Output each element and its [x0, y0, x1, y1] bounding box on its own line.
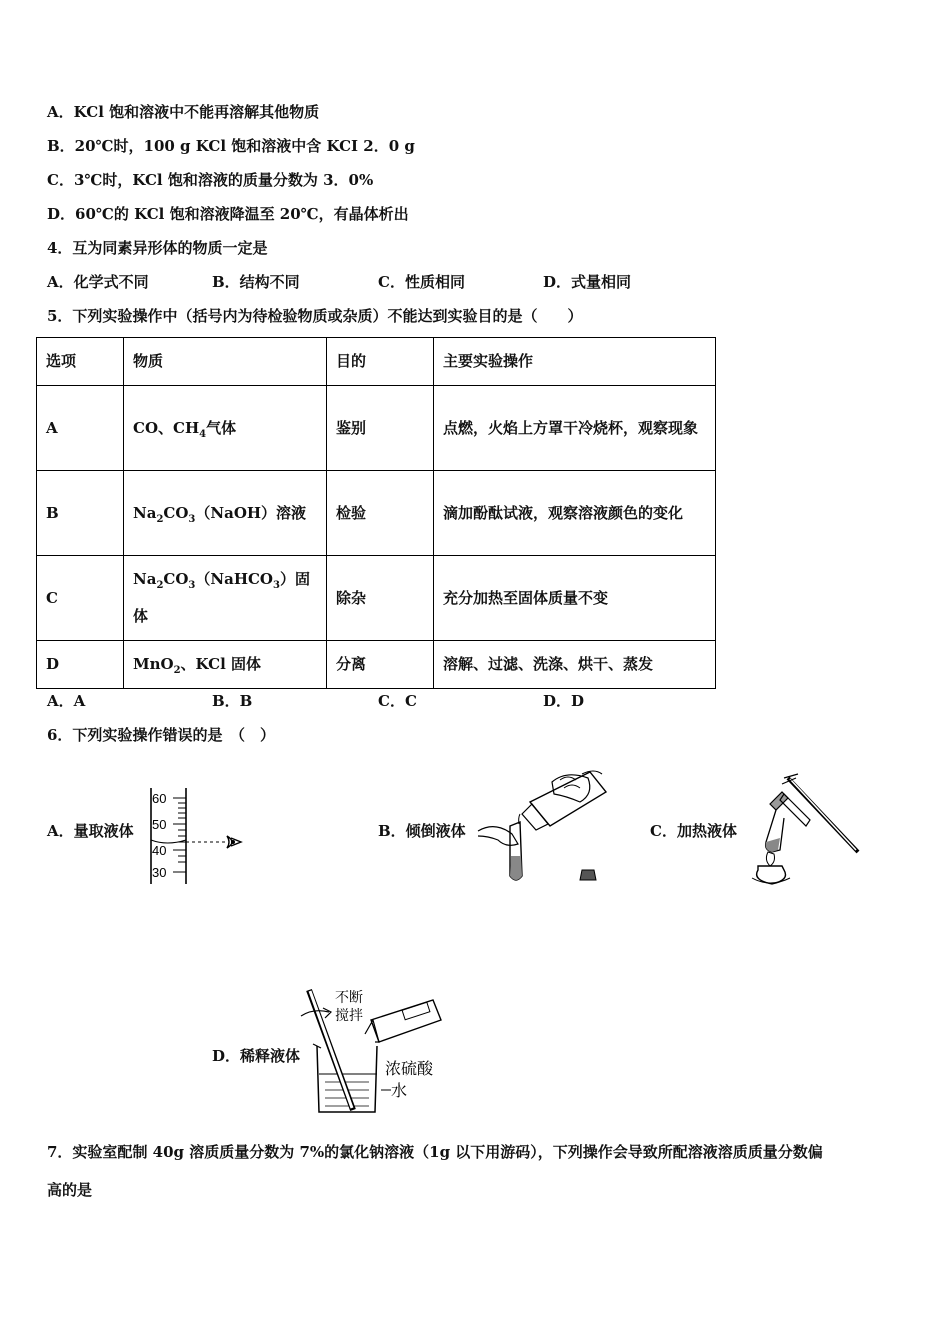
- q6-option-c: C．加热液体: [650, 822, 737, 840]
- cylinder-tick-40: 40: [152, 843, 167, 858]
- header-purpose: 目的: [327, 338, 434, 386]
- cylinder-tick-60: 60: [152, 791, 167, 806]
- dil-label-acid: 浓硫酸: [385, 1059, 434, 1078]
- q7-line1: 7．实验室配制 40g 溶质质量分数为 7%的氯化钠溶液（1g 以下用游码），下列操作会导致所配溶液溶质质量分数偏: [47, 1143, 823, 1161]
- dil-label-water: 水: [391, 1081, 408, 1100]
- q4-option-b: B．结构不同: [212, 273, 300, 291]
- header-option: 选项: [37, 338, 124, 386]
- cylinder-tick-50: 50: [152, 817, 167, 832]
- row-substance: $Na_2CO_3(NaOH)$溶液: [124, 471, 327, 556]
- cylinder-tick-30: 30: [152, 865, 167, 880]
- row-purpose: 检验: [327, 471, 434, 556]
- q7-line2: 高的是: [47, 1181, 93, 1199]
- q4-option-c: C．性质相同: [378, 273, 465, 291]
- row-option: B: [37, 471, 124, 556]
- row-substance: CO、$CH_4$气体: [124, 386, 327, 471]
- row-purpose: 分离: [327, 641, 434, 689]
- row-purpose: 鉴别: [327, 386, 434, 471]
- diluting-acid-figure: [295, 982, 455, 1118]
- table-header-row: [37, 338, 716, 386]
- q3-option-d: D．60℃的 KCl 饱和溶液降温至 20℃，有晶体析出: [47, 205, 409, 223]
- row-option: A: [37, 386, 124, 471]
- header-operation: 主要实验操作: [434, 338, 716, 386]
- row-operation: 点燃，火焰上方罩干冷烧杯，观察现象: [434, 386, 716, 471]
- table-row: [37, 641, 716, 689]
- q3-option-a: A．KCl 饱和溶液中不能再溶解其他物质: [47, 103, 320, 121]
- q5-option-b: B．B: [212, 692, 253, 710]
- graduated-cylinder-figure: [145, 784, 250, 888]
- row-substance: $Na_2CO_3(NaHCO_3)$固体: [124, 556, 327, 641]
- q4-option-d: D．式量相同: [543, 273, 632, 291]
- q5-option-a: A．A: [47, 692, 86, 710]
- q5-option-c: C．C: [378, 692, 417, 710]
- q3-option-c: C．3℃时，KCl 饱和溶液的质量分数为 3．0%: [47, 171, 374, 189]
- q5-option-d: D．D: [543, 692, 585, 710]
- row-operation: 溶解、过滤、洗涤、烘干、蒸发: [434, 641, 716, 689]
- heating-liquid-figure: [740, 770, 865, 888]
- table-row: [37, 386, 716, 471]
- q3-option-b: B．20℃时，100 g KCl 饱和溶液中含 KCI 2．0 g: [47, 137, 415, 155]
- q5-table: [36, 337, 716, 689]
- row-purpose: 除杂: [327, 556, 434, 641]
- q6-option-b: B．倾倒液体: [378, 822, 466, 840]
- q4-option-a: A．化学式不同: [47, 273, 149, 291]
- row-option: C: [37, 556, 124, 641]
- q4-stem: 4．互为同素异形体的物质一定是: [47, 239, 268, 257]
- dil-label-stir2: 搅拌: [335, 1008, 363, 1024]
- pouring-liquid-figure: [470, 766, 620, 890]
- header-substance: 物质: [124, 338, 327, 386]
- q6-option-a: A．量取液体: [47, 822, 134, 840]
- row-operation: 充分加热至固体质量不变: [434, 556, 716, 641]
- table-row: [37, 556, 716, 641]
- q6-stem: 6．下列实验操作错误的是 （ ）: [47, 726, 275, 744]
- q5-stem: 5．下列实验操作中（括号内为待检验物质或杂质）不能达到实验目的是（ ）: [47, 307, 583, 325]
- row-option: D: [37, 641, 124, 689]
- table-row: [37, 471, 716, 556]
- dil-label-stir1: 不断: [335, 990, 363, 1006]
- row-operation: 滴加酚酞试液，观察溶液颜色的变化: [434, 471, 716, 556]
- q6-option-d: D．稀释液体: [212, 1047, 301, 1065]
- row-substance: MnO$_2$、KCl 固体: [124, 641, 327, 689]
